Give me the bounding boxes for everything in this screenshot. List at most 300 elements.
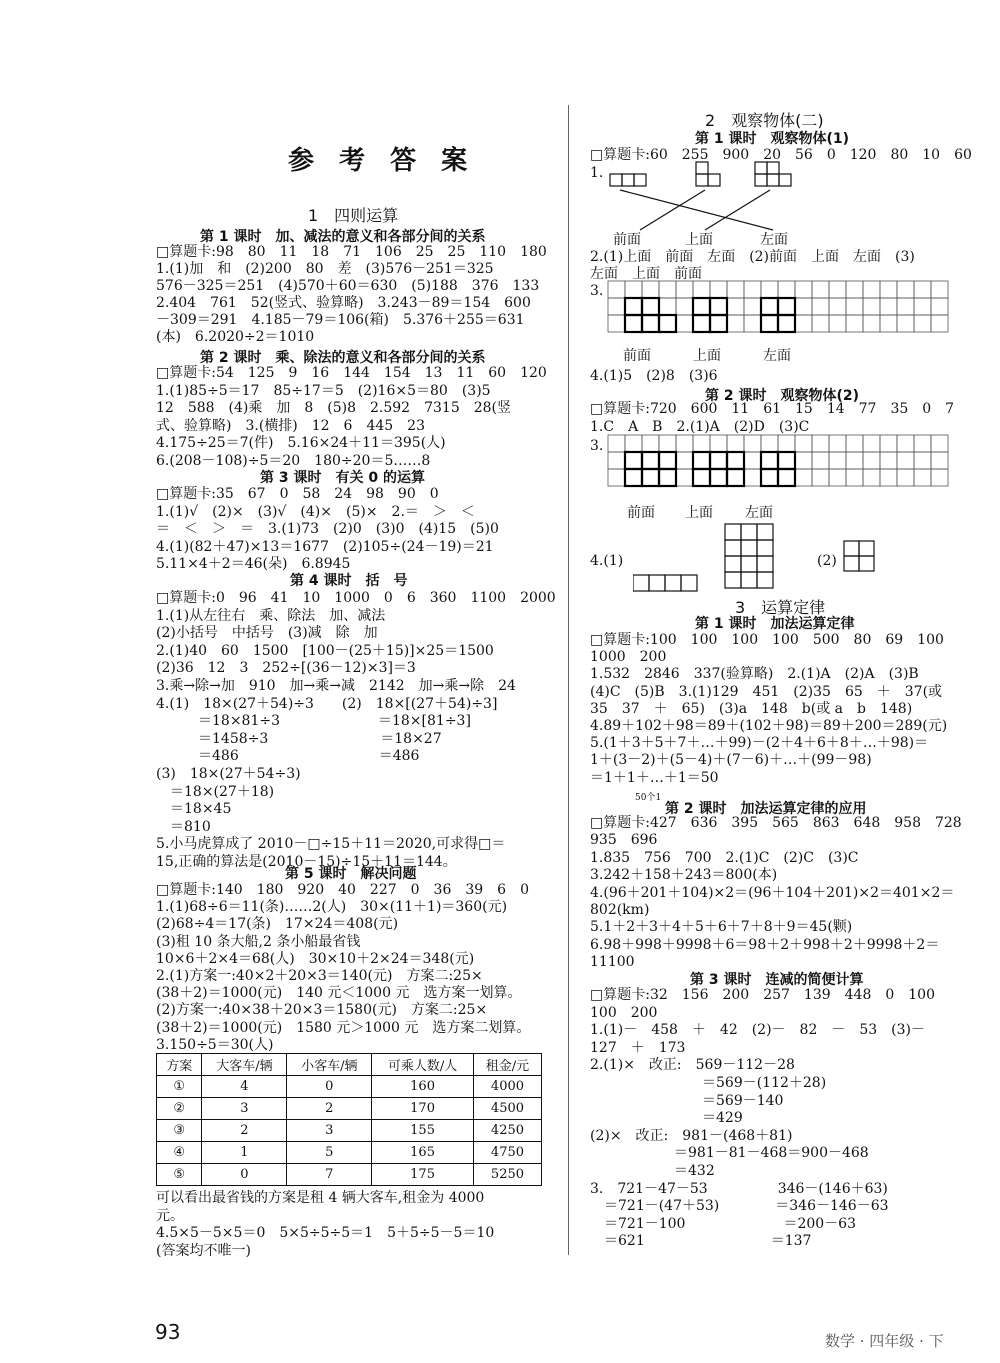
table-header-row — [157, 1054, 542, 1076]
grid-cell — [880, 281, 897, 298]
view-square — [761, 452, 778, 469]
grid-cell — [608, 452, 625, 469]
grid-cell — [778, 452, 795, 469]
r-lesson1-q4: 4.(1)5 (2)8 (3)6 — [590, 368, 718, 384]
grid-cell — [846, 281, 863, 298]
answer-line: 2.(1)上面 前面 左面 (2)前面 上面 左面 (3) — [590, 249, 915, 265]
view-square — [778, 298, 795, 315]
grid-cell — [931, 315, 948, 332]
grid-cell — [778, 469, 795, 486]
answer-line: ＝621 ＝137 — [590, 1233, 812, 1250]
grid-cell — [914, 469, 931, 486]
grid-cell — [693, 315, 710, 332]
r-lesson1-q1: 1. — [590, 165, 604, 181]
table-cell: 5250 — [473, 1164, 541, 1186]
answer-line: □算题卡:35 67 0 58 24 98 90 0 — [156, 486, 439, 502]
grid-cell — [880, 315, 897, 332]
grid-cell — [795, 315, 812, 332]
table-cell: 155 — [372, 1120, 474, 1142]
view-square — [659, 315, 676, 332]
grid-cell — [727, 452, 744, 469]
answer-line: □算题卡:427 636 395 565 863 648 958 728 — [590, 815, 962, 831]
view-square — [693, 315, 710, 332]
table-cell: 3 — [202, 1098, 287, 1120]
grid-cell — [931, 435, 948, 452]
view-square — [642, 315, 659, 332]
answer-line: 4.(1) 18×(27＋54)÷3 (2) 18×[(27＋54)÷3] — [156, 695, 498, 712]
grid-cell — [897, 281, 914, 298]
lesson5-heading: 第 5 课时 解决问题 — [285, 866, 417, 882]
grid-cell — [710, 452, 727, 469]
answer-line: ＝1458÷3 ＝18×27 — [156, 730, 442, 747]
view-square — [778, 315, 795, 332]
view-square — [625, 452, 642, 469]
answer-line: 式、验算略) 3.(横排) 12 6 445 23 — [156, 417, 426, 434]
grid-cell — [795, 452, 812, 469]
answer-line: 576－325＝251 (4)570＋60＝630 (5)188 376 133 — [156, 278, 540, 294]
table-cell: 4 — [202, 1076, 287, 1098]
grid-cell — [914, 281, 931, 298]
grid-cell — [659, 469, 676, 486]
table-cell: 0 — [287, 1076, 372, 1098]
answer-line: 1.(1)85÷5＝17 85÷17＝5 (2)16×5＝80 (3)5 — [156, 382, 491, 399]
table-cell: 170 — [372, 1098, 474, 1120]
view-square — [761, 298, 778, 315]
view-square — [778, 469, 795, 486]
grid-cell — [812, 281, 829, 298]
view-square — [642, 452, 659, 469]
answer-line: 1.532 2846 337(验算略) 2.(1)A (2)A (3)B — [590, 666, 919, 683]
grid-cell — [812, 298, 829, 315]
grid-cell — [727, 298, 744, 315]
grid-cell — [863, 298, 880, 315]
grid-cell — [812, 315, 829, 332]
answer-line: 3. 721－47－53 346－(146＋63) — [590, 1180, 888, 1197]
answer-line: 35 37 ＋ 65) (3)a 148 b(或 a b 148) — [590, 700, 913, 717]
grid-figure-2 — [607, 434, 967, 500]
answer-line: ＝569－140 — [590, 1092, 784, 1109]
table-cell: 4500 — [473, 1098, 541, 1120]
grid-cell — [642, 452, 659, 469]
brace-label: 50个1 — [635, 793, 662, 803]
answer-line: 11100 — [590, 954, 635, 971]
grid-cell — [744, 281, 761, 298]
table-cell: ④ — [157, 1142, 202, 1164]
answer-line: 1.835 756 700 2.(1)C (2)C (3)C — [590, 849, 859, 866]
grid-cell — [693, 452, 710, 469]
view-square — [693, 469, 710, 486]
answer-line: 1.C A B 2.(1)A (2)D (3)C — [590, 419, 810, 435]
grid-cell — [897, 298, 914, 315]
r-lesson2-q3: 3. — [590, 438, 604, 454]
grid-cell — [659, 452, 676, 469]
answer-line: 可以看出最省钱的方案是租 4 辆大客车,租金为 4000 — [156, 1190, 485, 1206]
view-square — [710, 452, 727, 469]
view-square — [659, 469, 676, 486]
grid-cell — [744, 315, 761, 332]
grid-cell — [863, 281, 880, 298]
r-lesson1-q3: 3. — [590, 283, 604, 299]
answer-line: □算题卡:140 180 920 40 227 0 36 39 6 0 — [156, 882, 529, 898]
grid-cell — [744, 298, 761, 315]
table-header-cell: 可乘人数/人 — [372, 1054, 474, 1076]
table-cell: ① — [157, 1076, 202, 1098]
grid-cell — [880, 452, 897, 469]
grid-cell — [846, 315, 863, 332]
block-figure-4-1 — [633, 522, 833, 594]
grid-cell — [914, 298, 931, 315]
answer-line: 935 696 — [590, 832, 658, 849]
r-lesson1-line: □算题卡:60 255 900 20 56 0 120 80 10 60 — [590, 147, 972, 163]
grid-cell — [744, 469, 761, 486]
lesson4-heading: 第 4 课时 括 号 — [290, 573, 408, 589]
grid-cell — [744, 435, 761, 452]
table-cell: ⑤ — [157, 1164, 202, 1186]
grid2-label-front: 前面 — [627, 505, 655, 521]
grid-cell — [625, 435, 642, 452]
grid-cell — [608, 281, 625, 298]
view-square — [693, 298, 710, 315]
answer-line: □算题卡:54 125 9 16 144 154 13 11 60 120 — [156, 365, 547, 381]
grid-cell — [829, 315, 846, 332]
grid-cell — [863, 452, 880, 469]
table-cell: ② — [157, 1098, 202, 1120]
answer-line: 2.(1)方案一:40×2＋20×3＝140(元) 方案二:25× — [156, 968, 483, 984]
answer-line: ＝18×(27＋18) — [156, 783, 275, 800]
block-figure-4-2 — [843, 540, 883, 580]
grid-cell — [727, 281, 744, 298]
answer-line: 2.(1)× 改正: 569－112－28 — [590, 1057, 795, 1074]
grid2-label-left: 左面 — [745, 505, 773, 521]
page-title: 参 考 答 案 — [288, 146, 476, 176]
answer-line: (38＋2)＝1000(元) 1580 元＞1000 元 选方案二划算。 — [156, 1019, 531, 1036]
view-square — [727, 469, 744, 486]
grid-cell — [659, 435, 676, 452]
grid-figure-1 — [607, 280, 967, 346]
view-square — [625, 315, 642, 332]
grid-cell — [880, 435, 897, 452]
answer-line: ＝1＋1＋…＋1＝50 — [590, 769, 719, 786]
grid-cell — [659, 281, 676, 298]
grid-cell — [761, 281, 778, 298]
answer-line: 1000 200 — [590, 649, 667, 666]
table-row — [157, 1098, 542, 1120]
answer-line: (本) 6.2020÷2＝1010 — [156, 329, 315, 345]
grid-cell — [693, 281, 710, 298]
answer-line: 1.(1)√ (2)× (3)√ (4)× (5)× 2.＝ ＞ ＜ — [156, 503, 475, 520]
grid-cell — [727, 469, 744, 486]
answer-line: 10×6＋2×4＝68(人) 30×10＋2×24＝348(元) — [156, 950, 475, 967]
view-square — [727, 452, 744, 469]
grid-cell — [863, 315, 880, 332]
answer-line: 1.(1)从左往右 乘、除法 加、减法 — [156, 607, 386, 624]
grid-cell — [846, 469, 863, 486]
fig1-label-front: 前面 — [613, 232, 641, 248]
answer-line: (2)36 12 3 252÷[(36－12)×3]＝3 — [156, 660, 416, 677]
answer-line: 2.404 761 52(竖式、验算略) 3.243－89＝154 600 — [156, 295, 531, 311]
grid-cell — [625, 452, 642, 469]
answer-line: 5.11×4＋2＝46(朵) 6.8945 — [156, 556, 351, 572]
answer-line: (3)租 10 条大船,2 条小船最省钱 — [156, 933, 361, 950]
grid1-label-top: 上面 — [693, 348, 721, 364]
grid-cell — [931, 298, 948, 315]
answer-line: 5.(1＋3＋5＋7＋…＋99)－(2＋4＋6＋8＋…＋98)＝ — [590, 735, 929, 752]
grid-cell — [829, 298, 846, 315]
grid-cell — [727, 435, 744, 452]
grid-cell — [863, 435, 880, 452]
grid-cell — [608, 315, 625, 332]
answer-line: ＝18×45 — [156, 801, 232, 818]
answer-line: (答案均不唯一) — [156, 1242, 251, 1259]
answer-line: (2)× 改正: 981－(468＋81) — [590, 1127, 793, 1144]
r-lesson1-heading: 第 1 课时 观察物体(1) — [695, 131, 850, 147]
unit1-heading: 1 四则运算 — [308, 206, 399, 225]
grid-cell — [914, 452, 931, 469]
table-cell: 3 — [287, 1120, 372, 1142]
grid-cell — [642, 435, 659, 452]
answer-line: (2)方案一:40×38＋20×3＝1580(元) 方案二:25× — [156, 1002, 488, 1019]
answer-line: 1.(1)加 和 (2)200 80 差 (3)576－251＝325 — [156, 261, 494, 277]
answer-line: □算题卡:98 80 11 18 71 106 25 25 110 180 — [156, 244, 547, 260]
view-square — [693, 452, 710, 469]
grid-cell — [642, 281, 659, 298]
table-cell: ③ — [157, 1120, 202, 1142]
answer-line: ＝486 ＝486 — [156, 748, 420, 765]
view-square — [778, 452, 795, 469]
grid-cell — [795, 469, 812, 486]
grid-cell — [880, 298, 897, 315]
grid-cell — [608, 469, 625, 486]
grid-cell — [710, 469, 727, 486]
grid2-label-top: 上面 — [685, 505, 713, 521]
grid-cell — [761, 298, 778, 315]
grid-cell — [625, 315, 642, 332]
grid-cell — [778, 298, 795, 315]
table-cell: 1 — [202, 1142, 287, 1164]
grid-cell — [914, 315, 931, 332]
view-square — [710, 315, 727, 332]
grid-cell — [880, 469, 897, 486]
answer-line: ＝ ＜ ＞ ＝ 3.(1)73 (2)0 (3)0 (4)15 (5)0 — [156, 521, 499, 537]
grid-cell — [795, 435, 812, 452]
grid1-label-left: 左面 — [763, 348, 791, 364]
answer-line: □算题卡:0 96 41 10 1000 0 6 360 1100 2000 — [156, 590, 556, 606]
table-header-cell: 方案 — [157, 1054, 202, 1076]
grid-cell — [642, 469, 659, 486]
answer-line: 4.5×5－5×5＝0 5×5÷5÷5＝1 5＋5÷5－5＝10 — [156, 1225, 495, 1241]
answer-line: 1.(1)－ 458 ＋ 42 (2)－ 82 － 53 (3)－ — [590, 1022, 926, 1039]
lesson3-heading: 第 3 课时 有关 0 的运算 — [260, 470, 425, 486]
table-cell: 5 — [287, 1142, 372, 1164]
table-cell: 4250 — [473, 1120, 541, 1142]
grid-cell — [608, 435, 625, 452]
view-square — [659, 452, 676, 469]
answer-line: 1＋(3－2)＋(5－4)＋(7－6)＋…＋(99－98) — [590, 752, 872, 769]
grid-cell — [761, 315, 778, 332]
grid-cell — [659, 315, 676, 332]
table-header-cell: 大客车/辆 — [202, 1054, 287, 1076]
table-cell: 4750 — [473, 1142, 541, 1164]
table-row — [157, 1142, 542, 1164]
grid-cell — [693, 469, 710, 486]
table-header-cell: 租金/元 — [473, 1054, 541, 1076]
answer-line: 5.小马虎算成了 2010－□÷15＋11＝2020,可求得□＝ — [156, 836, 506, 853]
view-square — [710, 298, 727, 315]
grid-cell — [829, 435, 846, 452]
table-row — [157, 1164, 542, 1186]
answer-line: 4.89＋102＋98＝89＋(102＋98)＝89＋200＝289(元) — [590, 718, 948, 734]
column-divider — [568, 105, 569, 1255]
answer-line: 5.1＋2＋3＋4＋5＋6＋7＋8＋9＝45(颗) — [590, 919, 853, 936]
grid-cell — [693, 298, 710, 315]
table-cell: 2 — [287, 1098, 372, 1120]
grid-cell — [812, 469, 829, 486]
grid-cell — [625, 298, 642, 315]
grid-cell — [931, 469, 948, 486]
answer-line: 4.(96＋201＋104)×2＝(96＋104＋201)×2＝401×2＝ — [590, 884, 955, 901]
answer-line: 3.乘→除→加 910 加→乘→减 2142 加→乘→除 24 — [156, 678, 516, 694]
footer-text: 数学 · 四年级 · 下 — [825, 1332, 944, 1350]
r-lesson2-q4a: 4.(1) — [590, 553, 624, 569]
answer-line: □算题卡:720 600 11 61 15 14 77 35 0 7 — [590, 401, 955, 417]
answer-line: ＝569－(112＋28) — [590, 1075, 827, 1091]
grid-cell — [761, 452, 778, 469]
grid-cell — [625, 469, 642, 486]
plan-table — [156, 1053, 542, 1186]
table-cell: 4000 — [473, 1076, 541, 1098]
answer-line: 元。 — [156, 1207, 184, 1224]
grid-cell — [846, 452, 863, 469]
grid-cell — [659, 298, 676, 315]
answer-line: ＝721－100 ＝200－63 — [590, 1215, 856, 1232]
grid-cell — [676, 469, 693, 486]
grid-cell — [863, 469, 880, 486]
answer-line: □算题卡:32 156 200 257 139 448 0 100 — [590, 987, 935, 1003]
fig1-label-left: 左面 — [760, 232, 788, 248]
grid-cell — [795, 298, 812, 315]
grid-cell — [829, 452, 846, 469]
r-lesson2-q4b: (2) — [817, 553, 837, 569]
grid-cell — [761, 435, 778, 452]
answer-line: 100 200 — [590, 1004, 658, 1021]
answer-line: ＝721－(47＋53) ＝346－146－63 — [590, 1198, 889, 1215]
answer-line: ＝18×81÷3 ＝18×[81÷3] — [156, 713, 471, 730]
answer-line: ＝981－81－468＝900－468 — [590, 1145, 869, 1162]
answer-line: (3) 18×(27＋54÷3) — [156, 766, 301, 782]
answer-line: ＝429 — [590, 1110, 743, 1127]
answer-line: 6.(208－108)÷5＝20 180÷20＝5……8 — [156, 452, 431, 469]
answer-line: 15,正确的算法是(2010－15)÷15＋11＝144。 — [156, 854, 457, 870]
answer-line: ＝432 — [590, 1163, 715, 1179]
table-cell: 0 — [202, 1164, 287, 1186]
view-square — [761, 315, 778, 332]
answer-line: (4)C (5)B 3.(1)129 451 (2)35 65 ＋ 37(或 — [590, 683, 943, 700]
grid-cell — [897, 469, 914, 486]
answer-line: 1.(1)68÷6＝11(条)……2(人) 30×(11＋1)＝360(元) — [156, 899, 508, 916]
grid-cell — [778, 281, 795, 298]
r-lesson2-heading: 第 2 课时 观察物体(2) — [705, 388, 860, 404]
grid-cell — [829, 281, 846, 298]
grid-cell — [812, 452, 829, 469]
table-row — [157, 1120, 542, 1142]
r-lesson4-heading: 第 2 课时 加法运算定律的应用 — [665, 801, 867, 817]
grid-cell — [846, 298, 863, 315]
grid-cell — [727, 315, 744, 332]
grid-cell — [625, 281, 642, 298]
table-row — [157, 1076, 542, 1098]
grid1-label-front: 前面 — [623, 348, 651, 364]
grid-cell — [744, 452, 761, 469]
grid-cell — [812, 435, 829, 452]
answer-line: 4.175÷25＝7(件) 5.16×24＋11＝395(人) — [156, 435, 446, 451]
grid-cell — [931, 452, 948, 469]
table-header-cell: 小客车/辆 — [287, 1054, 372, 1076]
table-cell: 2 — [202, 1120, 287, 1142]
table-cell: 7 — [287, 1164, 372, 1186]
grid-cell — [710, 435, 727, 452]
grid-cell — [897, 435, 914, 452]
view-square — [642, 298, 659, 315]
grid-cell — [676, 298, 693, 315]
unit2-heading: 2 观察物体(二) — [705, 111, 824, 130]
answer-line: －309＝291 4.185－79＝106(箱) 5.376＋255＝631 — [156, 312, 525, 328]
grid-cell — [778, 435, 795, 452]
grid-cell — [829, 469, 846, 486]
answer-line: 802(km) — [590, 902, 650, 918]
answer-line: 4.(1)(82＋47)×13＝1677 (2)105÷(24－19)＝21 — [156, 538, 494, 555]
table-cell: 165 — [372, 1142, 474, 1164]
grid-cell — [846, 435, 863, 452]
answer-line: 12 588 (4)乘 加 8 (5)8 2.592 7315 28(竖 — [156, 400, 511, 416]
grid-cell — [642, 315, 659, 332]
view-square — [625, 469, 642, 486]
view-square — [710, 469, 727, 486]
fig1-label-top: 上面 — [685, 232, 713, 248]
answer-line: 2.(1)40 60 1500 [100－(25＋15)]×25＝1500 — [156, 642, 494, 659]
answer-line: 左面 上面 前面 — [590, 266, 702, 282]
answer-line: 6.98＋998＋9998＋6＝98＋2＋998＋2＋9998＋2＝ — [590, 936, 940, 953]
page-number: 93 — [155, 1320, 181, 1344]
grid-cell — [931, 281, 948, 298]
lesson1-heading: 第 1 课时 加、减法的意义和各部分间的关系 — [200, 229, 486, 245]
table-cell: 175 — [372, 1164, 474, 1186]
grid-cell — [914, 435, 931, 452]
answer-line: 3.242＋158＋243＝800(本) — [590, 867, 778, 884]
answer-line: □算题卡:100 100 100 100 500 80 69 100 — [590, 632, 944, 648]
answer-line: 3.150÷5＝30(人) — [156, 1036, 274, 1053]
unit3-heading: 3 运算定律 — [735, 598, 826, 617]
grid-cell — [710, 298, 727, 315]
answer-line: (38＋2)＝1000(元) 140 元＜1000 元 选方案一划算。 — [156, 985, 522, 1002]
grid-cell — [642, 298, 659, 315]
answer-line: 127 ＋ 173 — [590, 1039, 686, 1056]
grid-cell — [778, 315, 795, 332]
r-lesson5-heading: 第 3 课时 连减的简便计算 — [690, 972, 864, 988]
grid-cell — [897, 315, 914, 332]
grid-cell — [676, 315, 693, 332]
lesson2-heading: 第 2 课时 乘、除法的意义和各部分间的关系 — [200, 350, 486, 366]
view-square — [625, 298, 642, 315]
grid-cell — [676, 452, 693, 469]
grid-cell — [710, 315, 727, 332]
grid-cell — [761, 469, 778, 486]
table-cell: 160 — [372, 1076, 474, 1098]
answer-line: (2)小括号 中括号 (3)减 除 加 — [156, 625, 378, 642]
view-square — [642, 469, 659, 486]
r-lesson3-heading: 第 1 课时 加法运算定律 — [695, 616, 855, 632]
answer-line: ＝810 — [156, 818, 211, 835]
grid-cell — [693, 435, 710, 452]
